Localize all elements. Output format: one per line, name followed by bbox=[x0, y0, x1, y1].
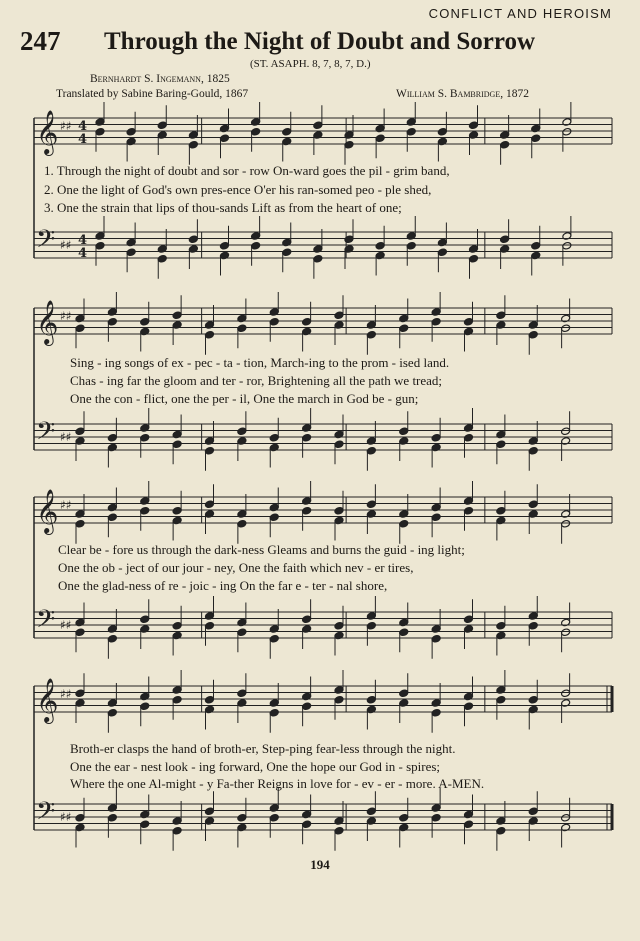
note-head bbox=[205, 807, 215, 816]
lyric-line: 2. One the light of God's own pres-ence O'er his ran-somed peo - ple shed, bbox=[44, 182, 432, 197]
note-head bbox=[431, 708, 441, 717]
note-head bbox=[431, 317, 441, 326]
note-head bbox=[561, 519, 571, 528]
lyric-line: Chas - ing far the gloom and ter - ror, Brightening all the path we tread; bbox=[70, 373, 443, 388]
note-head bbox=[172, 311, 182, 320]
note-head bbox=[375, 134, 385, 143]
note-head bbox=[334, 506, 344, 515]
note-head bbox=[172, 506, 182, 515]
note-head bbox=[528, 446, 538, 455]
note-head bbox=[205, 500, 215, 509]
note-head bbox=[95, 241, 105, 250]
note-head bbox=[157, 254, 167, 263]
note-head bbox=[561, 427, 571, 436]
note-head bbox=[75, 519, 85, 528]
note-head bbox=[95, 127, 105, 136]
note-head bbox=[75, 628, 85, 637]
treble-clef: 𝄞 bbox=[36, 678, 59, 722]
note-head bbox=[302, 506, 312, 515]
key-signature: ♯♯ bbox=[60, 430, 72, 444]
note-head bbox=[561, 689, 571, 698]
note-head bbox=[528, 621, 538, 630]
note-head bbox=[562, 127, 572, 136]
note-head bbox=[282, 127, 292, 136]
note-head bbox=[344, 140, 354, 149]
key-signature: ♯♯ bbox=[60, 810, 72, 824]
note-head bbox=[344, 235, 354, 244]
note-head bbox=[172, 695, 182, 704]
note-head bbox=[528, 330, 538, 339]
key-signature: ♯♯ bbox=[60, 119, 72, 133]
note-head bbox=[464, 433, 474, 442]
note-head bbox=[496, 621, 506, 630]
note-head bbox=[500, 140, 510, 149]
hymn-title: Through the Night of Doubt and Sorrow bbox=[104, 28, 536, 55]
note-head bbox=[269, 708, 279, 717]
note-head bbox=[406, 241, 416, 250]
note-head bbox=[469, 254, 479, 263]
note-head bbox=[237, 689, 247, 698]
note-head bbox=[431, 513, 441, 522]
note-head bbox=[366, 500, 376, 509]
note-head bbox=[269, 433, 279, 442]
note-head bbox=[366, 807, 376, 816]
note-head bbox=[366, 446, 376, 455]
note-head bbox=[205, 621, 215, 630]
lyric-line: 1. Through the night of doubt and sor - row On-ward goes the pil - grim band, bbox=[44, 163, 450, 178]
note-head bbox=[205, 695, 215, 704]
key-signature: ♯♯ bbox=[60, 309, 72, 323]
key-signature: ♯♯ bbox=[60, 687, 72, 701]
lyric-line: 3. One the strain that lips of thou-sands Lift as from the heart of one; bbox=[44, 200, 402, 215]
note-head bbox=[464, 506, 474, 515]
treble-clef: 𝄞 bbox=[36, 489, 59, 533]
note-head bbox=[75, 324, 85, 333]
note-head bbox=[188, 235, 198, 244]
note-head bbox=[437, 248, 447, 257]
note-head bbox=[75, 813, 85, 822]
note-head bbox=[172, 440, 182, 449]
lyric-line: Broth-er clasps the hand of broth-er, Step-ping fear-less through the night. bbox=[70, 741, 456, 756]
note-head bbox=[496, 311, 506, 320]
note-head bbox=[313, 254, 323, 263]
note-head bbox=[251, 241, 261, 250]
author-credit: Bernhardt S. Ingemann, 1825 bbox=[90, 73, 230, 85]
note-head bbox=[172, 621, 182, 630]
time-signature: 4 bbox=[78, 132, 88, 147]
note-head bbox=[406, 127, 416, 136]
time-signature: 4 bbox=[78, 233, 88, 248]
note-head bbox=[269, 813, 279, 822]
note-head bbox=[531, 241, 541, 250]
note-head bbox=[334, 695, 344, 704]
hymn-number: 247 bbox=[20, 26, 61, 56]
note-head bbox=[237, 813, 247, 822]
note-head bbox=[496, 695, 506, 704]
note-head bbox=[496, 506, 506, 515]
lyric-line: One the con - flict, one the per - il, One the march in God be - gun; bbox=[70, 391, 419, 406]
key-signature: ♯♯ bbox=[60, 498, 72, 512]
note-head bbox=[140, 317, 150, 326]
note-head bbox=[107, 813, 117, 822]
bass-clef: 𝄢 bbox=[36, 605, 56, 640]
note-head bbox=[237, 628, 247, 637]
note-head bbox=[334, 440, 344, 449]
note-head bbox=[107, 708, 117, 717]
note-head bbox=[140, 702, 150, 711]
note-head bbox=[561, 813, 571, 822]
note-head bbox=[366, 621, 376, 630]
note-head bbox=[237, 427, 247, 436]
note-head bbox=[237, 519, 247, 528]
lyric-line: One the glad-ness of re - joic - ing On the far e - ter - nal shore, bbox=[58, 578, 388, 593]
lyric-line: Sing - ing songs of ex - pec - ta - tion, March-ing to the prom - ised land. bbox=[70, 355, 450, 370]
note-head bbox=[528, 695, 538, 704]
note-head bbox=[500, 235, 510, 244]
page-number: 194 bbox=[310, 857, 330, 872]
note-head bbox=[302, 702, 312, 711]
note-head bbox=[251, 127, 261, 136]
lyric-line: One the ob - ject of our jour - ney, One the faith which nev - er tires, bbox=[58, 560, 414, 575]
note-head bbox=[496, 826, 506, 835]
note-head bbox=[140, 506, 150, 515]
note-head bbox=[302, 317, 312, 326]
note-head bbox=[237, 324, 247, 333]
note-head bbox=[302, 615, 312, 624]
note-head bbox=[528, 807, 538, 816]
bass-clef: 𝄢 bbox=[36, 225, 56, 260]
bass-clef: 𝄢 bbox=[36, 797, 56, 832]
note-head bbox=[205, 330, 215, 339]
note-head bbox=[302, 820, 312, 829]
tune-name: (ST. ASAPH. 8, 7, 8, 7, D.) bbox=[250, 58, 371, 70]
time-signature: 4 bbox=[78, 119, 88, 134]
bass-clef: 𝄢 bbox=[36, 417, 56, 452]
note-head bbox=[431, 433, 441, 442]
note-head bbox=[464, 702, 474, 711]
note-head bbox=[399, 628, 409, 637]
note-head bbox=[313, 121, 323, 130]
note-head bbox=[334, 621, 344, 630]
translator-credit: Translated by Sabine Baring-Gould, 1867 bbox=[56, 88, 249, 100]
note-head bbox=[431, 813, 441, 822]
note-head bbox=[188, 140, 198, 149]
section-heading: CONFLICT AND HEROISM bbox=[428, 6, 612, 21]
note-head bbox=[334, 826, 344, 835]
note-head bbox=[399, 427, 409, 436]
note-head bbox=[107, 513, 117, 522]
note-head bbox=[528, 500, 538, 509]
note-head bbox=[107, 634, 117, 643]
note-head bbox=[464, 615, 474, 624]
note-head bbox=[496, 440, 506, 449]
note-head bbox=[107, 433, 117, 442]
note-head bbox=[126, 248, 136, 257]
note-head bbox=[561, 628, 571, 637]
note-head bbox=[334, 311, 344, 320]
key-signature: ♯♯ bbox=[60, 238, 72, 252]
note-head bbox=[269, 513, 279, 522]
note-head bbox=[75, 427, 85, 436]
note-head bbox=[399, 324, 409, 333]
note-head bbox=[366, 330, 376, 339]
note-head bbox=[431, 634, 441, 643]
note-head bbox=[282, 248, 292, 257]
treble-clef: 𝄞 bbox=[36, 110, 59, 154]
note-head bbox=[464, 317, 474, 326]
key-signature: ♯♯ bbox=[60, 618, 72, 632]
note-head bbox=[157, 121, 167, 130]
note-head bbox=[561, 324, 571, 333]
note-head bbox=[107, 317, 117, 326]
time-signature: 4 bbox=[78, 246, 88, 261]
lyric-line: Clear be - fore us through the dark-ness Gleams and burns the guid - ing light; bbox=[58, 542, 465, 557]
note-head bbox=[126, 127, 136, 136]
note-head bbox=[140, 820, 150, 829]
note-head bbox=[469, 121, 479, 130]
note-head bbox=[205, 446, 215, 455]
note-head bbox=[269, 634, 279, 643]
note-head bbox=[399, 813, 409, 822]
treble-clef: 𝄞 bbox=[36, 300, 59, 344]
note-head bbox=[399, 689, 409, 698]
note-head bbox=[172, 826, 182, 835]
note-head bbox=[302, 433, 312, 442]
note-head bbox=[375, 241, 385, 250]
note-head bbox=[220, 134, 230, 143]
note-head bbox=[531, 134, 541, 143]
composer-credit: William S. Bambridge, 1872 bbox=[396, 88, 529, 100]
note-head bbox=[562, 241, 572, 250]
note-head bbox=[75, 689, 85, 698]
note-head bbox=[366, 695, 376, 704]
note-head bbox=[399, 519, 409, 528]
note-head bbox=[220, 241, 230, 250]
note-head bbox=[140, 615, 150, 624]
note-head bbox=[269, 317, 279, 326]
lyric-line: One the ear - nest look - ing forward, One the hope our God in - spires; bbox=[70, 759, 441, 774]
lyric-line: Where the one Al-might - y Fa-ther Reigns in love for - ev - er - more. A-MEN. bbox=[70, 776, 485, 791]
note-head bbox=[464, 820, 474, 829]
note-head bbox=[140, 433, 150, 442]
note-head bbox=[437, 127, 447, 136]
